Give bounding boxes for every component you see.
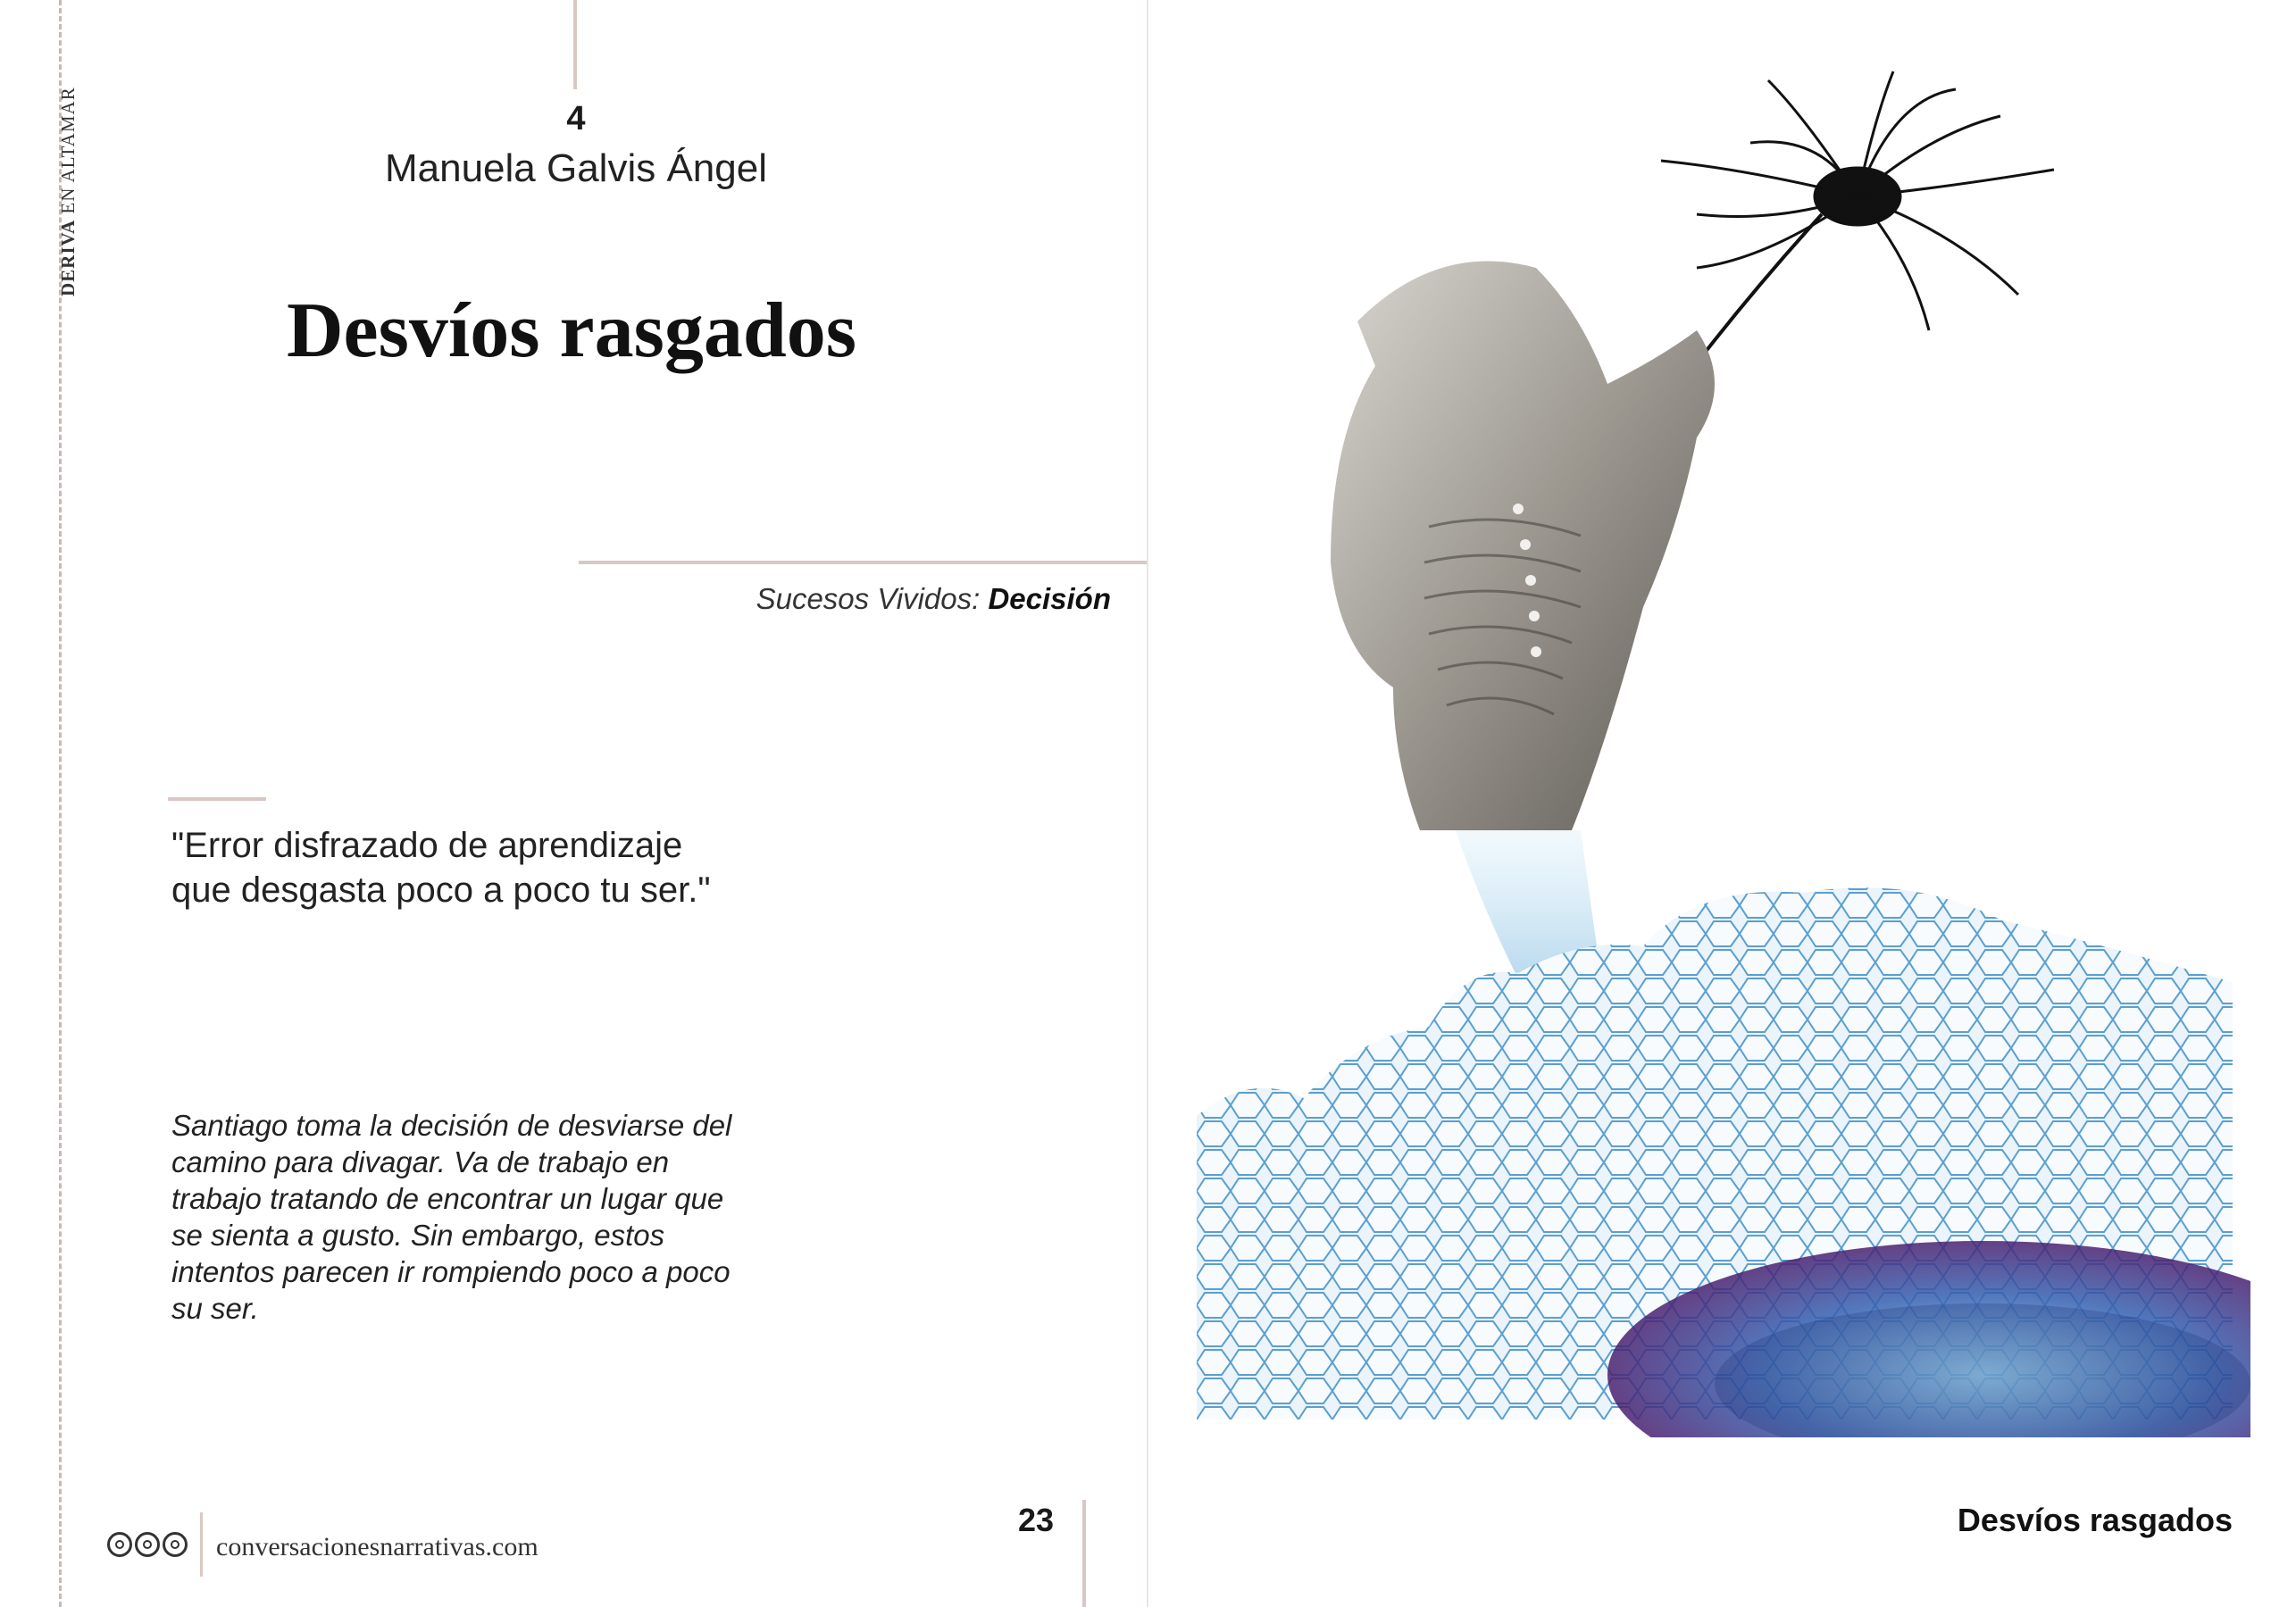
footer-url[interactable]: conversacionesnarrativas.com <box>216 1532 539 1561</box>
pull-quote: "Error disfrazado de aprendizaje que desgasta poco a poco tu ser." <box>171 826 711 910</box>
chapter-number: 4 <box>566 100 586 137</box>
spine-title <box>57 55 79 296</box>
anatomy-torso <box>1331 262 1715 831</box>
running-title: Desvíos rasgados <box>1957 1502 2233 1538</box>
page-gutter <box>1147 0 1148 1607</box>
section-label <box>679 582 1111 616</box>
publisher-logo-icon <box>107 1532 188 1562</box>
spine-title-bold: DERIVA <box>57 219 79 296</box>
spine-title-rest: EN ALTAMAR <box>57 87 79 220</box>
footer-divider <box>200 1512 203 1577</box>
summary-text: Santiago toma la decisión de desviarse del camino para divagar. Va de trabajo en trabajo tratando de encontrar un lugar que se sienta a gusto. Sin embargo, estos intentos parecen ir rompiendo poco a poco su ser. <box>171 1109 732 1325</box>
neuron-drawing <box>1629 71 2054 562</box>
page-number: 23 <box>1017 1502 1054 1538</box>
section-divider <box>579 561 1147 564</box>
section-value: Decisión <box>988 582 1111 615</box>
author-name: Manuela Galvis Ángel <box>384 146 767 190</box>
page-number-divider <box>1082 1500 1086 1607</box>
top-divider <box>573 0 577 89</box>
collage-illustration <box>1197 62 2250 1437</box>
section-label-text: Sucesos Vividos: <box>756 582 989 615</box>
quote-rule <box>168 797 266 801</box>
page-title: Desvíos rasgados <box>286 287 857 374</box>
